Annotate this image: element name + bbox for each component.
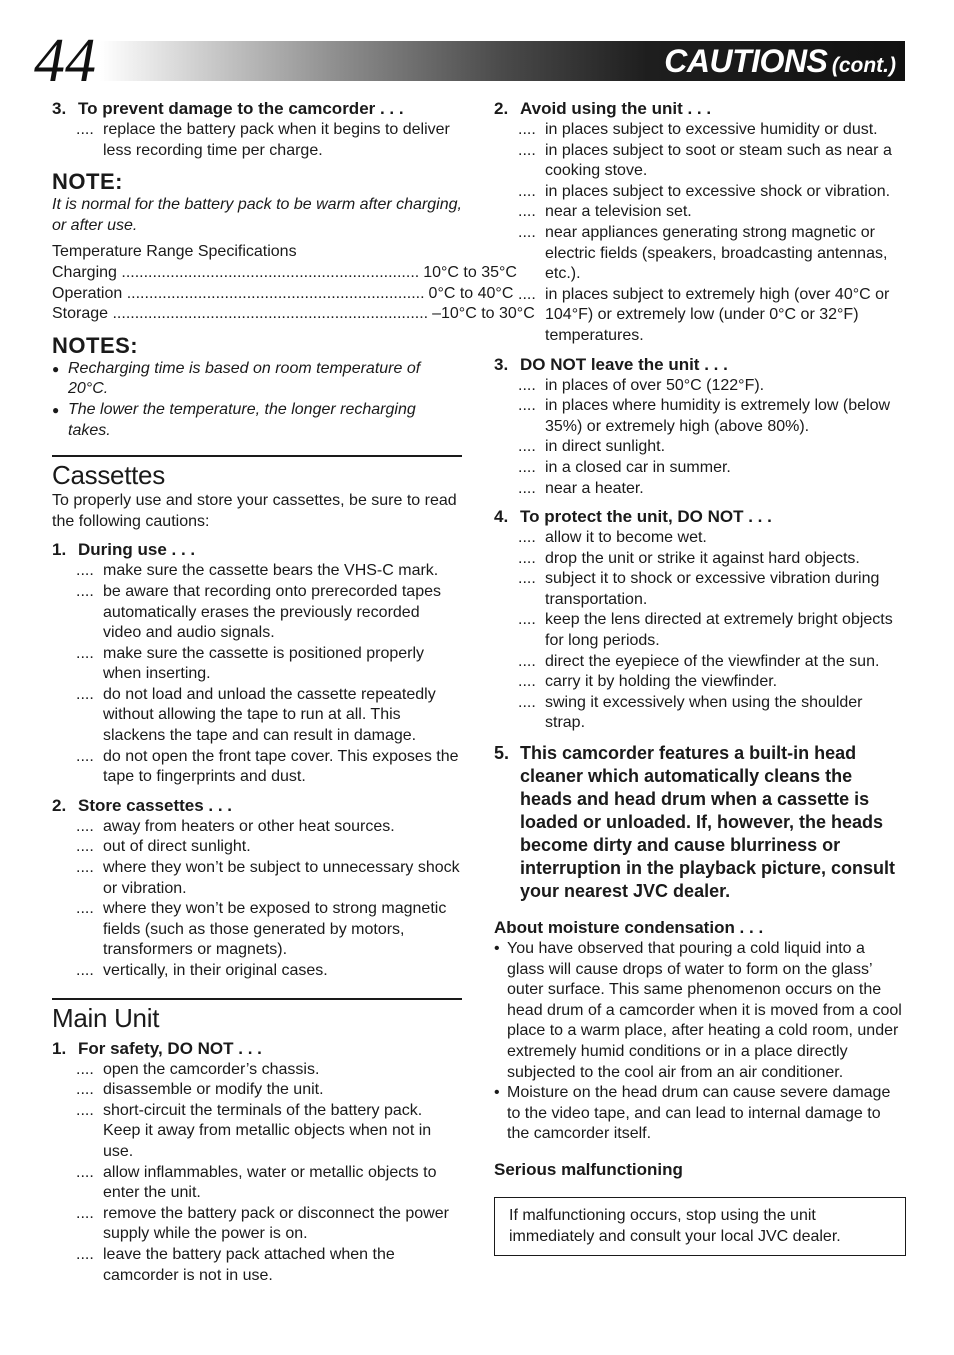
- numbered-heading: 3. To prevent damage to the camcorder . . .: [52, 99, 404, 118]
- list-item: .... in places subject to extremely high (over 40°C or 104°F) or extremely low (under 0°C or 32°F) temperatures.: [494, 285, 906, 347]
- list-item: .... direct the eyepiece of the viewfinder at the sun.: [494, 652, 906, 673]
- list-item: .... allow inflammables, water or metallic objects to enter the unit.: [52, 1163, 462, 1204]
- list-item: .... allow it to become wet.: [494, 528, 906, 549]
- list-item: .... be aware that recording onto prerecorded tapes automatically erases the previously recorded video and audio signals.: [52, 582, 462, 644]
- page-header: [0, 28, 954, 96]
- list-item: .... out of direct sunlight.: [52, 837, 462, 858]
- notes-heading: NOTES:: [52, 332, 139, 358]
- list-item: .... subject it to shock or excessive vibration during transportation.: [494, 569, 906, 610]
- note-text: It is normal for the battery pack to be warm after charging, or after use.: [52, 196, 462, 234]
- moisture-bullet: • You have observed that pouring a cold liquid into a glass will cause drops of water to form on the glass’ outer surface. This same phenomenon occurs on the head drum of a camcorder when it is moved from a cool place to a warm place, after heating a cold room, under extremely humid conditions or in a place directly subjected to the cool air from an air conditioner.: [494, 939, 906, 1083]
- list-item: .... disassemble or modify the unit.: [52, 1080, 462, 1101]
- temperature-spec-title: Temperature Range Specifications: [52, 243, 297, 261]
- list-item: .... in a closed car in summer.: [494, 458, 906, 479]
- numbered-heading: 2. Avoid using the unit . . .: [494, 99, 712, 118]
- list-item: .... where they won’t be exposed to strong magnetic fields (such as those generated by motors, transformers or magnets).: [52, 899, 462, 961]
- page-title: [664, 40, 896, 80]
- list-item: .... carry it by holding the viewfinder.: [494, 672, 906, 693]
- list-item: .... vertically, in their original cases.: [52, 961, 462, 982]
- numbered-heading: 2. Store cassettes . . .: [52, 795, 233, 815]
- list-item: .... swing it excessively when using the shoulder strap.: [494, 693, 906, 734]
- section-title-main-unit: Main Unit: [52, 1002, 160, 1033]
- list-item: .... near a television set.: [494, 202, 906, 223]
- page-title-main: CAUTIONS: [664, 43, 828, 79]
- temperature-spec-row: Charging ................................................................... 10°C to 35°C: [52, 263, 517, 281]
- page-title-suffix: (cont.): [831, 54, 896, 77]
- page-number: 44: [34, 27, 96, 95]
- serious-malfunction-heading: Serious malfunctioning: [494, 1159, 683, 1179]
- list-item: .... make sure the cassette is positioned properly when inserting.: [52, 644, 462, 685]
- notes-bullet: ● The lower the temperature, the longer recharging takes.: [52, 400, 462, 441]
- temperature-spec-row: Storage ....................................................................... –10°C to 30°C: [52, 305, 535, 323]
- list-item: .... remove the battery pack or disconnect the power supply while the power is on.: [52, 1204, 462, 1245]
- list-item: .... leave the battery pack attached when the camcorder is not in use.: [52, 1245, 462, 1286]
- numbered-heading: 1. For safety, DO NOT . . .: [52, 1038, 262, 1058]
- numbered-heading: 1. During use . . .: [52, 540, 196, 560]
- notes-bullet: ● Recharging time is based on room temperature of 20°C.: [52, 359, 462, 400]
- list-item: .... in places where humidity is extremely low (below 35%) or extremely high (above 80%).: [494, 396, 906, 437]
- list-item: .... in places subject to excessive shock or vibration.: [494, 182, 906, 203]
- section-divider: [52, 455, 462, 457]
- section-divider: [52, 998, 462, 1000]
- list-item: .... open the camcorder’s chassis.: [52, 1060, 462, 1081]
- moisture-heading: About moisture condensation . . .: [494, 918, 764, 938]
- left-column: [52, 94, 535, 1286]
- list-item: .... in places subject to soot or steam such as near a cooking stove.: [494, 141, 906, 182]
- list-item: .... replace the battery pack when it begins to deliver less recording time per charge.: [52, 120, 462, 161]
- section-title-cassettes: Cassettes: [52, 460, 165, 491]
- list-item: .... do not open the front tape cover. This exposes the tape to fingerprints and dust.: [52, 747, 462, 788]
- moisture-bullet: • Moisture on the head drum can cause severe damage to the video tape, and can lead to internal damage to the camcorder itself.: [494, 1083, 906, 1145]
- list-item: .... drop the unit or strike it against hard objects.: [494, 549, 906, 570]
- list-item: .... in direct sunlight.: [494, 437, 906, 458]
- numbered-heading: 4. To protect the unit, DO NOT . . .: [494, 507, 772, 527]
- cassettes-intro: To properly use and store your cassettes, be sure to read the following cautions:: [52, 492, 457, 530]
- list-item: .... short-circuit the terminals of the battery pack. Keep it away from metallic objects when not in use.: [52, 1101, 462, 1163]
- note-heading: NOTE:: [52, 169, 123, 195]
- list-item: .... near a heater.: [494, 479, 906, 500]
- list-item: .... in places subject to excessive humidity or dust.: [494, 120, 906, 141]
- list-item: .... away from heaters or other heat sources.: [52, 817, 462, 838]
- list-item: .... keep the lens directed at extremely bright objects for long periods.: [494, 610, 906, 651]
- list-item: .... where they won’t be subject to unnecessary shock or vibration.: [52, 858, 462, 899]
- head-cleaner-notice: 5. This camcorder features a built-in head cleaner which automatically cleans the heads and head drum when a cassette is loaded or unloaded. If, however, the heads become dirty and cause blurriness or interruption in the playback picture, consult your nearest JVC dealer.: [494, 743, 896, 902]
- malfunction-notice-box: If malfunctioning occurs, stop using the unit immediately and consult your local JVC dealer.: [494, 1197, 906, 1256]
- numbered-heading: 3. DO NOT leave the unit . . .: [494, 354, 728, 374]
- list-item: .... do not load and unload the cassette repeatedly without allowing the tape to run at all. This slackens the tape and can result in damage.: [52, 685, 462, 747]
- right-column: [494, 94, 906, 1256]
- list-item: .... make sure the cassette bears the VHS-C mark.: [52, 561, 462, 582]
- list-item: .... near appliances generating strong magnetic or electric fields (speakers, broadcasting antennas, etc.).: [494, 223, 906, 285]
- list-item: .... in places of over 50°C (122°F).: [494, 376, 906, 397]
- temperature-spec-row: Operation ................................................................... 0°C to 40°C: [52, 284, 514, 302]
